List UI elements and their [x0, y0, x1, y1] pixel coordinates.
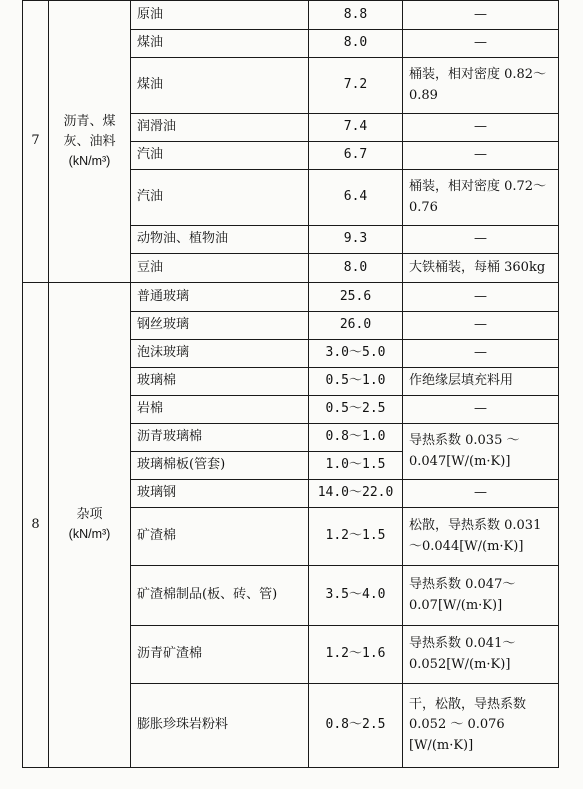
material-weight-table [22, 0, 559, 768]
note: 导热系数 0.035 ～ 0.047[W/(m·K)] [403, 424, 559, 480]
note: — [403, 226, 559, 254]
material-name: 膨胀珍珠岩粉料 [131, 684, 309, 768]
material-name: 钢丝玻璃 [131, 312, 309, 340]
note: — [403, 283, 559, 312]
unit-weight: 0.5～1.0 [309, 368, 403, 396]
note: — [403, 142, 559, 170]
category-unit: (kN/m³) [68, 527, 111, 542]
group-category [49, 283, 131, 768]
unit-weight: 8.0 [309, 30, 403, 58]
note: — [403, 30, 559, 58]
unit-weight: 3.5～4.0 [309, 566, 403, 626]
material-name: 岩棉 [131, 396, 309, 424]
material-name: 沥青玻璃棉 [131, 424, 309, 452]
note: — [403, 480, 559, 508]
note: 桶装，相对密度 0.72～0.76 [403, 170, 559, 226]
unit-weight: 25.6 [309, 283, 403, 312]
unit-weight: 7.2 [309, 58, 403, 114]
material-name: 玻璃棉 [131, 368, 309, 396]
material-name: 豆油 [131, 254, 309, 283]
material-name: 玻璃钢 [131, 480, 309, 508]
note: — [403, 114, 559, 142]
unit-weight: 1.2～1.5 [309, 508, 403, 566]
material-name: 煤油 [131, 58, 309, 114]
note: 桶装，相对密度 0.82～0.89 [403, 58, 559, 114]
material-name: 煤油 [131, 30, 309, 58]
note: — [403, 340, 559, 368]
note: 松散，导热系数 0.031～0.044[W/(m·K)] [403, 508, 559, 566]
material-name: 汽油 [131, 142, 309, 170]
category-unit: (kN/m³) [68, 153, 111, 168]
category-line: 沥青、煤 [63, 113, 116, 129]
material-name: 汽油 [131, 170, 309, 226]
material-name: 普通玻璃 [131, 283, 309, 312]
unit-weight: 8.0 [309, 254, 403, 283]
table-row [23, 1, 559, 30]
note: — [403, 1, 559, 30]
unit-weight: 1.2～1.6 [309, 626, 403, 684]
material-name: 矿渣棉制品(板、砖、管) [131, 566, 309, 626]
material-name: 矿渣棉 [131, 508, 309, 566]
category-line: 灰、油料 [63, 133, 116, 149]
group-category [49, 1, 131, 283]
note: 导热系数 0.041～0.052[W/(m·K)] [403, 626, 559, 684]
note: 导热系数 0.047～0.07[W/(m·K)] [403, 566, 559, 626]
note: — [403, 396, 559, 424]
group-number: 8 [23, 283, 49, 768]
unit-weight: 0.8～1.0 [309, 424, 403, 452]
material-name: 原油 [131, 1, 309, 30]
unit-weight: 14.0～22.0 [309, 480, 403, 508]
unit-weight: 6.7 [309, 142, 403, 170]
unit-weight: 0.5～2.5 [309, 396, 403, 424]
group-number: 7 [23, 1, 49, 283]
unit-weight: 7.4 [309, 114, 403, 142]
unit-weight: 0.8～2.5 [309, 684, 403, 768]
material-name: 沥青矿渣棉 [131, 626, 309, 684]
note: 干，松散，导热系数 0.052 ～ 0.076 [W/(m·K)] [403, 684, 559, 768]
note: 大铁桶装，每桶 360kg [403, 254, 559, 283]
material-name: 玻璃棉板(管套) [131, 452, 309, 480]
material-name: 动物油、植物油 [131, 226, 309, 254]
unit-weight: 8.8 [309, 1, 403, 30]
note: — [403, 312, 559, 340]
unit-weight: 6.4 [309, 170, 403, 226]
unit-weight: 26.0 [309, 312, 403, 340]
unit-weight: 3.0～5.0 [309, 340, 403, 368]
category-line: 杂项 [76, 507, 103, 523]
unit-weight: 9.3 [309, 226, 403, 254]
material-name: 润滑油 [131, 114, 309, 142]
table-row [23, 283, 559, 312]
unit-weight: 1.0～1.5 [309, 452, 403, 480]
material-name: 泡沫玻璃 [131, 340, 309, 368]
note: 作绝缘层填充料用 [403, 368, 559, 396]
